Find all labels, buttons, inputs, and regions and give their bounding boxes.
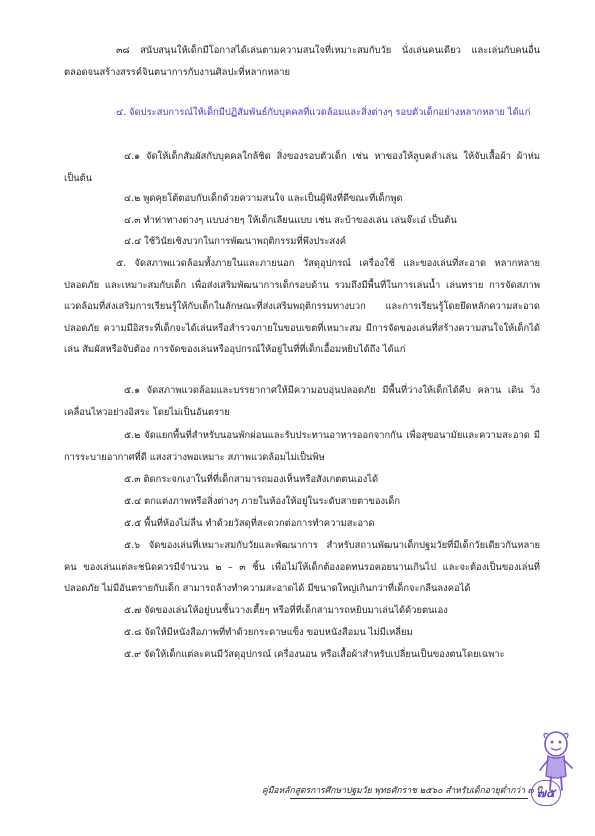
paragraph-p59: ๕.๙ จัดให้เด็กแต่ละคนมีวัสดุอุปกรณ์ เครื่องนอน หรือเสื้อผ้าสำหรับเปลี่ยนเป็นของตนโดยเฉพาะ <box>124 649 505 660</box>
paragraph-p42: ๔.๒ พูดคุยโต้ตอบกับเด็กด้วยความสนใจ และเป็นผู้ฟังที่ดีขณะที่เด็กพูด <box>124 193 403 204</box>
paragraph-p4: ๔. จัดประสบการณ์ให้เด็กมีปฏิสัมพันธ์กับบุคคลที่แวดล้อมและสิ่งต่างๆ รอบตัวเด็กอย่างหลากหลาย ได้แก่ <box>116 107 531 118</box>
paragraph-p55: ๕.๕ พื้นที่ห้องไม่ลื่น ทำด้วยวัสดุที่สะดวกต่อการทำความสะอาด <box>124 518 375 529</box>
paragraph-p38: ๓๘ สนับสนุนให้เด็กมีโอกาสได้เล่นตามความสนใจที่เหมาะสมกับวัย นั่งเล่นคนเดียว และเล่นกับคนอื่น ตลอดจนสร้างสรรค์จินตนาการกับงานศิลปะที่หลากหลาย <box>64 45 540 78</box>
paragraph-p57: ๕.๗ จัดของเล่นให้อยู่บนชั้นวางเตี้ยๆ หรือที่ที่เด็กสามารถหยิบมาเล่นได้ด้วยตนเอง <box>124 605 448 616</box>
paragraph-p44: ๔.๔ ใช้วินัยเชิงบวกในการพัฒนาพฤติกรรมที่พึงประสงค์ <box>124 236 346 247</box>
paragraph-p53: ๕.๓ ติดกระจกเงาในที่ที่เด็กสามารถมองเห็นหรือสังเกตตนเองได้ <box>124 474 379 485</box>
page-footer <box>0 780 595 820</box>
footer-divider <box>290 798 528 799</box>
footer-title: คู่มือหลักสูตรการศึกษาปฐมวัย พุทธศักราช ๒๕๖๐ สำหรับเด็กอายุต่ำกว่า ๓ ปี <box>262 786 542 796</box>
page-number: ๗๕ <box>531 780 561 806</box>
paragraph-p43: ๔.๓ ทำท่าทางต่างๆ แบบง่ายๆ ให้เด็กเลียนแบบ เช่น สะบ้าของเล่น เล่นจ๊ะเอ๋ เป็นต้น <box>124 215 457 226</box>
paragraph-p52: ๕.๒ จัดแยกพื้นที่สำหรับนอนพักผ่อนและรับประทานอาหารออกจากกัน เพื่อสุขอนามัยและความสะอาด มีการระบายอากาศที่ดี แสงสว่างพอเหมาะ สภาพแวดล้อมไม่เป็นพิษ <box>64 430 540 463</box>
paragraph-p54: ๕.๔ ตกแต่งภาพหรือสิ่งต่างๆ ภายในห้องให้อยู่ในระดับสายตาของเด็ก <box>124 496 401 507</box>
paragraph-p58: ๕.๘ จัดให้มีหนังสือภาพที่ทำด้วยกระดาษแข็ง ขอบหนังสือมน ไม่มีเหลี่ยม <box>124 627 413 638</box>
paragraph-p51: ๕.๑ จัดสภาพแวดล้อมและบรรยากาศให้มีความอบอุ่นปลอดภัย มีพื้นที่ว่างให้เด็กได้คืบ คลาน เดิน วิ่ง เคลื่อนไหวอย่างอิสระ โดยไม่เป็นอันตราย <box>64 385 540 418</box>
paragraph-p41: ๔.๑ จัดให้เด็กสัมผัสกับบุคคลใกล้ชิด สิ่งของรอบตัวเด็ก เช่น หาของให้ลูบคลำเล่น ให้จับเสื้อผ้า ผ้าห่ม เป็นต้น <box>64 151 540 184</box>
paragraph-p56: ๕.๖ จัดของเล่นที่เหมาะสมกับวัยและพัฒนาการ สำหรับสถานพัฒนาเด็กปฐมวัยที่มีเด็กวัยเดียวกันหลายคน ของเล่นแต่ละชนิดควรมีจำนวน ๒ – ๓ ชิ้น เพื่อไม่ให้เด็กต้องอดทนรอคอยนานเกินไป และจะต้องเป็นของเล่นที่ปลอดภัย ไม่มีอันตรายกับเด็ก สามารถล้างทำความสะอาดได้ มีขนาดใหญ่เกินกว่าที่เด็กจะกลืนลงคอได้ <box>64 540 540 594</box>
paragraph-p5: ๕. จัดสภาพแวดล้อมทั้งภายในและภายนอก วัสดุอุปกรณ์ เครื่องใช้ และของเล่นที่สะอาด หลากหลาย ปลอดภัย และเหมาะสมกับเด็ก เพื่อส่งเสริมพัฒนาการเด็กรอบด้าน รวมถึงมีพื้นที่ในการเล่นน้ำ เล่นทราย การจัดสภาพแวดล้อมที่ส่งเสริมการเรียนรู้ให้กับเด็กในลักษณะที่ส่งเสริมพฤติกรรมทางบวก และการเรียนรู้โดยยึดหลักความสะอาด ปลอดภัย ความมีอิสระที่เด็กจะได้เล่นหรือสำรวจภายในขอบเขตที่เหมาะสม มีการจัดของเล่นที่สร้างความสนใจให้เด็กได้เล่น สัมผัสหรือจับต้อง การจัดของเล่นหรืออุปกรณ์ให้อยู่ในที่ที่เด็กเอื้อมหยิบได้ถึง ได้แก่ <box>64 258 540 355</box>
